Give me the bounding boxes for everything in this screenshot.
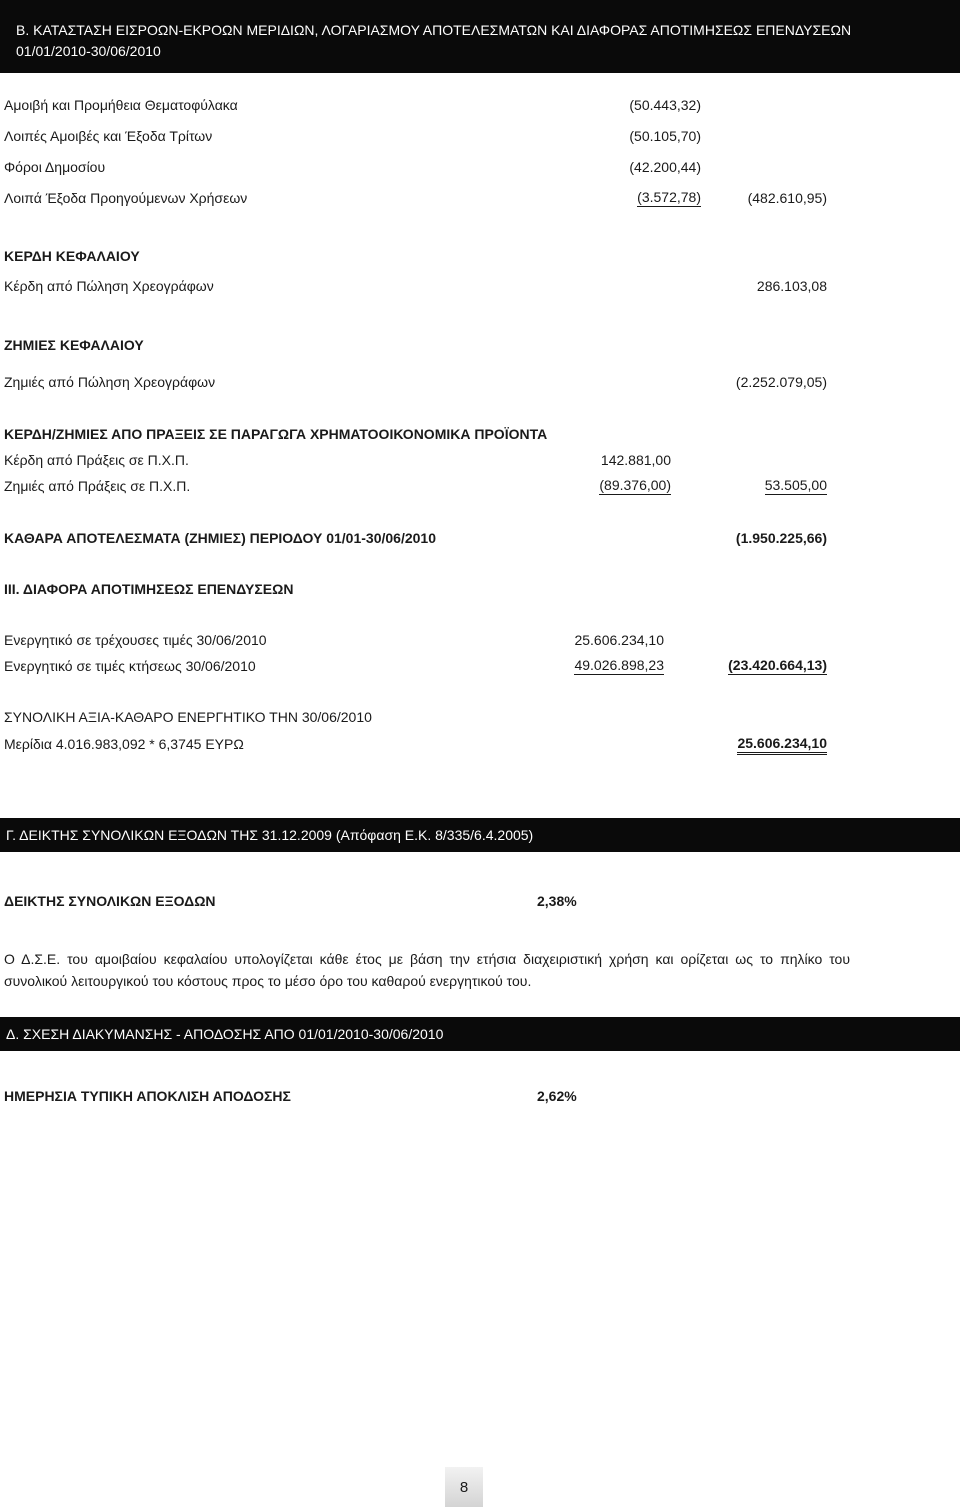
valuation-current-value: 25.606.234,10 xyxy=(574,632,664,648)
nav-value: 25.606.234,10 xyxy=(737,735,827,755)
net-results-value: (1.950.225,66) xyxy=(735,530,827,546)
valuation-difference: (23.420.664,13) xyxy=(728,657,827,673)
derivatives-gains-label: Κέρδη από Πράξεις σε Π.Χ.Π. xyxy=(4,452,189,468)
section-g-title: Γ. ΔΕΙΚΤΗΣ ΣΥΝΟΛΙΚΩΝ ΕΞΟΔΩΝ ΤΗΣ 31.12.2009 (Απόφαση Ε.Κ. 8/335/6.4.2005) xyxy=(6,827,534,843)
expense-value-taxes: (42.200,44) xyxy=(629,159,701,175)
derivatives-gains-value: 142.881,00 xyxy=(600,452,671,468)
ter-label: ΔΕΙΚΤΗΣ ΣΥΝΟΛΙΚΩΝ ΕΞΟΔΩΝ xyxy=(4,893,216,909)
valuation-current-label: Ενεργητικό σε τρέχουσες τιμές 30/06/2010 xyxy=(4,632,267,648)
expense-value-third-party: (50.105,70) xyxy=(629,128,701,144)
capital-losses-heading: ΖΗΜΙΕΣ ΚΕΦΑΛΑΙΟΥ xyxy=(4,337,144,353)
expense-label-third-party: Λοιπές Αμοιβές και Έξοδα Τρίτων xyxy=(4,128,213,144)
net-results-label: ΚΑΘΑΡΑ ΑΠΟΤΕΛΕΣΜΑΤΑ (ΖΗΜΙΕΣ) ΠΕΡΙΟΔΟΥ 01/01-30/06/2010 xyxy=(4,530,436,546)
derivatives-heading: ΚΕΡΔΗ/ΖΗΜΙΕΣ ΑΠΟ ΠΡΑΞΕΙΣ ΣΕ ΠΑΡΑΓΩΓΑ ΧΡΗΜΑΤΟΟΙΚΟΝΟΜΙΚΑ ΠΡΟΪΟΝΤΑ xyxy=(4,426,548,442)
section-g-header xyxy=(0,818,960,852)
capital-gains-heading: ΚΕΡΔΗ ΚΕΦΑΛΑΙΟΥ xyxy=(4,248,140,264)
valuation-cost-label: Ενεργητικό σε τιμές κτήσεως 30/06/2010 xyxy=(4,658,256,674)
ter-value: 2,38% xyxy=(537,893,577,909)
valuation-cost-value: 49.026.898,23 xyxy=(574,657,664,673)
valuation-heading: ΙΙΙ. ΔΙΑΦΟΡΑ ΑΠΟΤΙΜΗΣΕΩΣ ΕΠΕΝΔΥΣΕΩΝ xyxy=(4,581,294,597)
nav-label: ΣΥΝΟΛΙΚΗ ΑΞΙΑ-ΚΑΘΑΡΟ ΕΝΕΡΓΗΤΙΚΟ ΤΗΝ 30/06/2010 xyxy=(4,709,372,725)
capital-gains-value: 286.103,08 xyxy=(756,278,827,294)
expense-label-taxes: Φόροι Δημοσίου xyxy=(4,159,106,175)
capital-losses-label: Ζημιές από Πώληση Χρεογράφων xyxy=(4,374,216,390)
expense-label-custodian: Αμοιβή και Προμήθεια Θεματοφύλακα xyxy=(4,97,238,113)
page-number: 8 xyxy=(459,1478,469,1496)
std-dev-label: ΗΜΕΡΗΣΙΑ ΤΥΠΙΚΗ ΑΠΟΚΛΙΣΗ ΑΠΟΔΟΣΗΣ xyxy=(4,1088,291,1104)
derivatives-losses-value: (89.376,00) xyxy=(599,477,671,493)
expenses-total: (482.610,95) xyxy=(747,190,827,206)
section-b-header xyxy=(0,0,960,73)
capital-losses-value: (2.252.079,05) xyxy=(735,374,827,390)
capital-gains-label: Κέρδη από Πώληση Χρεογράφων xyxy=(4,278,214,294)
derivatives-total: 53.505,00 xyxy=(764,477,827,493)
page-number-box xyxy=(445,1467,483,1507)
expense-value-custodian: (50.443,32) xyxy=(629,97,701,113)
std-dev-value: 2,62% xyxy=(537,1088,577,1104)
section-d-title: Δ. ΣΧΕΣΗ ΔΙΑΚΥΜΑΝΣΗΣ - ΑΠΟΔΟΣΗΣ ΑΠΟ 01/01/2010-30/06/2010 xyxy=(6,1026,444,1042)
section-b-title: Β. ΚΑΤΑΣΤΑΣΗ ΕΙΣΡΟΩΝ-ΕΚΡΟΩΝ ΜΕΡΙΔΙΩΝ, ΛΟΓΑΡΙΑΣΜΟΥ ΑΠΟΤΕΛΕΣΜΑΤΩΝ ΚΑΙ ΔΙΑΦΟΡΑΣ ΑΠΟΤΙΜΗΣΕΩΣ ΕΠΕΝΔΥΣΕΩΝ xyxy=(16,22,852,38)
expense-value-prior-years: (3.572,78) xyxy=(637,189,701,205)
derivatives-losses-label: Ζημιές από Πράξεις σε Π.Χ.Π. xyxy=(4,478,191,494)
section-d-header xyxy=(0,1017,960,1051)
section-b-period: 01/01/2010-30/06/2010 xyxy=(16,43,161,59)
expense-label-prior-years: Λοιπά Έξοδα Προηγούμενων Χρήσεων xyxy=(4,190,248,206)
ter-explanation: Ο Δ.Σ.Ε. του αμοιβαίου κεφαλαίου υπολογίζεται κάθε έτος με βάση την ετήσια διαχειριστική χρήση και ορίζεται ως το πηλίκο του συνολικού λειτουργικού του κόστους προς το μέσο όρο του καθαρού ενεργητικού του. xyxy=(4,951,850,989)
nav-units-label: Μερίδια 4.016.983,092 * 6,3745 ΕΥΡΩ xyxy=(4,736,244,752)
